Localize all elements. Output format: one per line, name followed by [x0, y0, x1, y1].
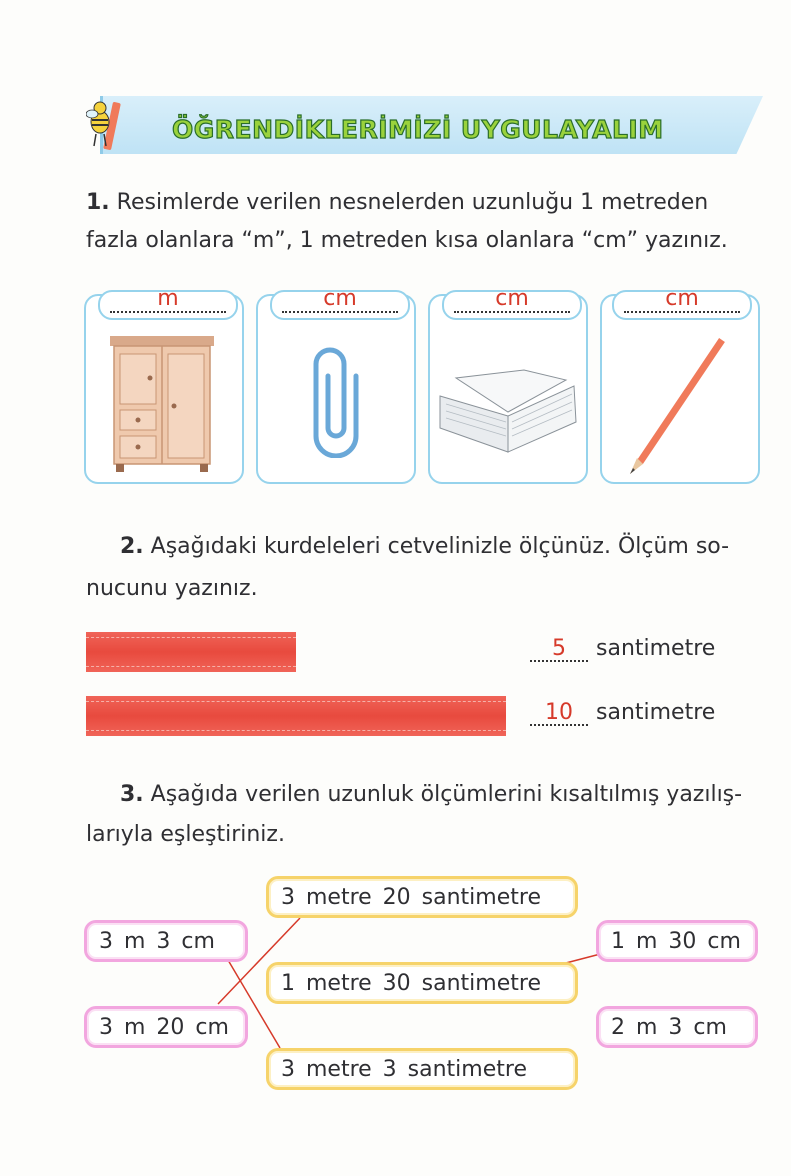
q2-number: 2. [120, 534, 144, 559]
q1-number: 1. [86, 190, 110, 215]
right-item-1[interactable]: 1 m 30 cm [596, 920, 758, 962]
right-item-2[interactable]: 2 m 3 cm [596, 1006, 758, 1048]
q2-unit-1: santimetre [596, 636, 716, 661]
q3-text-line2: larıyla eşleştiriniz. [86, 822, 285, 847]
q3-number: 3. [120, 782, 144, 807]
middle-item-1[interactable]: 3 metre 20 santimetre [266, 876, 578, 918]
q1-answer-4: cm [665, 286, 699, 311]
q2-answer-1[interactable]: 5 [530, 638, 588, 662]
q2-text-line2: nucunu yazınız. [86, 576, 258, 601]
q1-answer-2: cm [323, 286, 357, 311]
q1-text-line2: fazla olanlara “m”, 1 metreden kısa olanlara “cm” yazınız. [86, 228, 728, 253]
left-item-2[interactable]: 3 m 20 cm [84, 1006, 248, 1048]
middle-item-2[interactable]: 1 metre 30 santimetre [266, 962, 578, 1004]
left-item-1[interactable]: 3 m 3 cm [84, 920, 248, 962]
q1-answer-3: cm [495, 286, 529, 311]
q3-text-line1: Aşağıda verilen uzunluk ölçümlerini kısaltılmış yazılış- [150, 782, 743, 807]
q2-text-line1: Aşağıdaki kurdeleleri cetvelinizle ölçünüz. Ölçüm so- [150, 534, 730, 559]
q2-unit-2: santimetre [596, 700, 716, 725]
section-title: ÖĞRENDİKLERİMİZİ UYGULAYALIM [172, 115, 664, 144]
middle-item-3[interactable]: 3 metre 3 santimetre [266, 1048, 578, 1090]
q1-text-line1: Resimlerde verilen nesnelerden uzunluğu 1 metreden [116, 190, 709, 215]
q1-answer-1: m [157, 286, 179, 311]
q2-answer-2[interactable]: 10 [530, 702, 588, 726]
